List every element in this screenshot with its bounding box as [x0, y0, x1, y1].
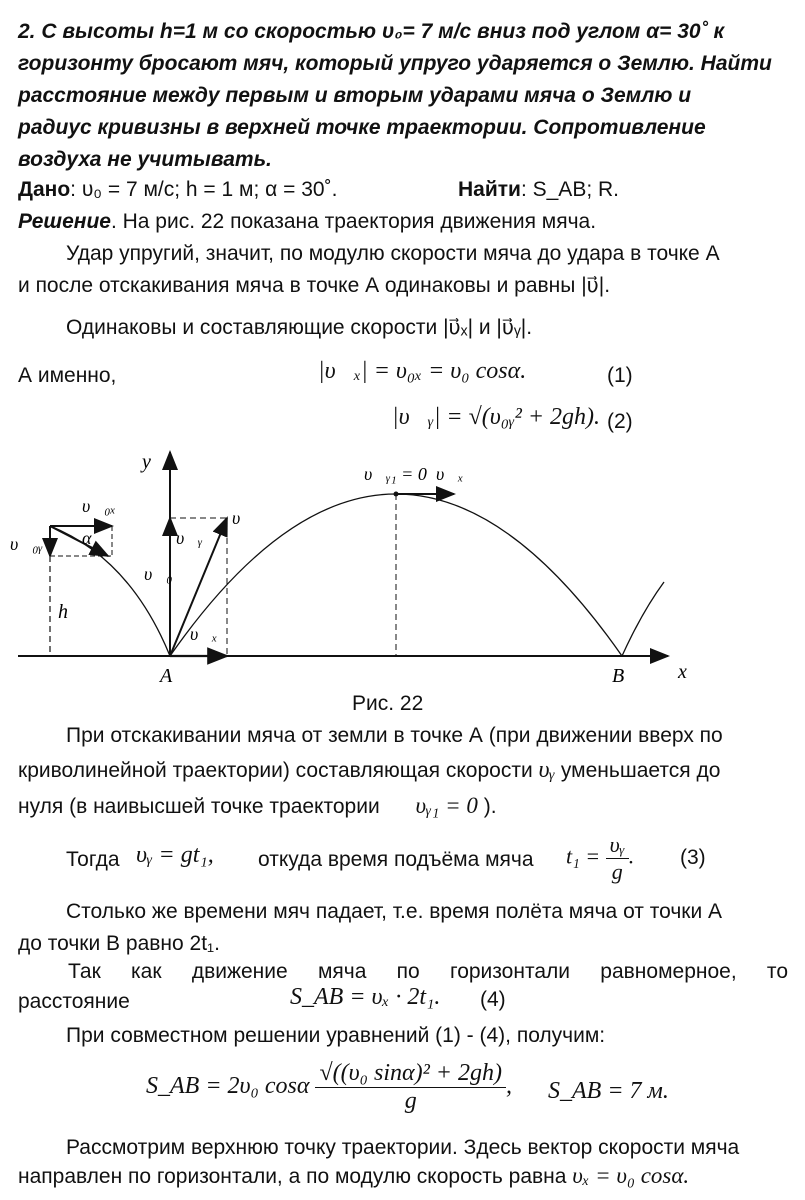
label-y: y — [142, 451, 151, 473]
problem-line-1: 2. С высоты h=1 м со скоростью υ₀= 7 м/с вниз под углом α= 30˚ к — [18, 20, 725, 43]
given-line — [18, 176, 337, 204]
para-5-eq: υᵧ = gt₁, — [136, 842, 214, 868]
solution-intro-text: . На рис. 22 показана траектория движения мяча. — [110, 210, 597, 233]
problem-line-4: радиус кривизны в верхней точке траектории. Сопротивление — [18, 116, 706, 139]
rise-time-lhs: t₁ = — [566, 843, 601, 869]
para-9b — [18, 1162, 689, 1191]
final-formula-denominator: g — [404, 1088, 417, 1114]
para-6a: Столько же времени мяч падает, т.е. время полёта мяча от точки A — [66, 900, 723, 923]
problem-line-3: расстояние между первым и вторым ударами мяча о Землю и — [18, 84, 692, 107]
label-A: A — [160, 665, 173, 687]
label-vy: υ⃗ᵧ — [176, 528, 203, 548]
para-4c-post: ). — [483, 795, 497, 818]
rise-time-fraction — [606, 832, 629, 885]
distance-equation: S_AB = υₓ · 2t₁. — [290, 984, 441, 1010]
problem-line-5: воздуха не учитывать. — [18, 148, 272, 171]
find-line — [458, 176, 619, 204]
para-5-lead: Тогда — [66, 848, 120, 871]
label-vy1: υ⃗ᵧ₁ = 0 — [364, 464, 427, 484]
label-x: x — [678, 661, 687, 683]
label-v0: υ⃗₀ — [144, 564, 173, 584]
para-4c — [18, 792, 497, 821]
para-1b: и после отскакивания мяча в точке А одинаковы и равны |υ⃗|. — [18, 274, 611, 297]
para-7b: расстояние — [18, 990, 130, 1013]
rise-time-numerator: υᵧ — [606, 832, 629, 859]
given-label: Дано — [18, 178, 71, 201]
para-8: При совместном решении уравнений (1) - (4), получим: — [66, 1024, 606, 1047]
final-formula — [146, 1060, 512, 1115]
equation-1-number: (1) — [607, 364, 633, 387]
final-formula-lhs: S_AB = 2υ₀ cosα — [146, 1073, 310, 1100]
label-vx-top: υ⃗ₓ — [436, 464, 464, 484]
para-4c-pre: нуля (в наивысшей точке траектории — [18, 795, 380, 818]
para-1a: Удар упругий, значит, по модулю скорости мяча до удара в точке А — [66, 242, 720, 265]
para-4b — [18, 756, 720, 785]
label-alpha: α — [82, 528, 92, 548]
para-7a — [18, 958, 788, 986]
equation-2-number: (2) — [607, 410, 633, 433]
label-v0y: υ⃗₀ᵧ — [10, 534, 43, 554]
equation-3-number: (3) — [680, 846, 706, 869]
equation-2: |υ⃗ᵧ| = √(υ₀ᵧ² + 2gh). — [392, 404, 601, 430]
equation-4-number: (4) — [480, 988, 506, 1011]
rise-time-denominator: g — [611, 859, 623, 884]
problem-line-2: горизонту бросают мяч, который упруго ударяется о Землю. Найти — [18, 52, 772, 75]
final-formula-numerator: √((υ₀ sinα)² + 2gh) — [315, 1060, 506, 1088]
para-4a: При отскакивании мяча от земли в точке А (при движении вверх по — [66, 724, 723, 747]
find-values: : S_AB; R. — [520, 178, 619, 201]
find-label: Найти — [458, 178, 521, 201]
incoming-trajectory — [50, 526, 170, 656]
solution-intro — [18, 208, 596, 236]
para-4b-symbol: υᵧ — [538, 757, 556, 783]
final-result: S_AB = 7 м. — [548, 1078, 669, 1104]
final-formula-comma: , — [505, 1073, 512, 1100]
rise-time-formula: t₁ = $\frac{\text{υᵧ}}{g}$ . — [566, 832, 635, 884]
label-v0x: υ⃗₀ₓ — [82, 496, 116, 516]
label-h: h — [58, 601, 68, 623]
final-formula-fraction — [315, 1060, 506, 1115]
label-v: υ⃗ — [232, 508, 255, 528]
figure-caption: Рис. 22 — [352, 692, 424, 715]
para-4b-pre: криволинейной траектории) составляющая скорости — [18, 759, 533, 782]
v0-start-vector — [50, 526, 108, 556]
label-B: B — [612, 665, 625, 687]
para-9b-eq: υₓ = υ₀ cosα. — [572, 1163, 690, 1188]
para-6b: до точки B равно 2t₁. — [18, 932, 220, 955]
apex-point — [394, 492, 399, 497]
solution-label: Решение — [18, 210, 111, 233]
para-9a: Рассмотрим верхнюю точку траектории. Здесь вектор скорости мяча — [66, 1136, 740, 1159]
trajectory-figure — [0, 440, 805, 700]
para-4c-symbol: υᵧ₁ = 0 — [415, 793, 478, 818]
para-4b-post: уменьшается до — [560, 759, 721, 782]
para-3: А именно, — [18, 364, 117, 387]
label-vx-A: υ⃗ₓ — [190, 624, 218, 644]
para-5-mid: откуда время подъёма мяча — [258, 848, 534, 871]
given-values: : υ₀ = 7 м/с; h = 1 м; α = 30˚. — [70, 178, 338, 201]
para-9b-pre: направлен по горизонтали, а по модулю скорость равна — [18, 1165, 567, 1188]
para-7a-text: Так как движение мяча по горизонтали равномерное, то — [68, 960, 788, 983]
equation-1: |υ⃗ₓ| = υ₀ₓ = υ₀ cosα. — [318, 358, 527, 384]
after-bounce-arc — [622, 582, 664, 656]
para-2: Одинаковы и составляющие скорости |υ⃗ₓ| и |υ⃗ᵧ|. — [66, 316, 533, 339]
